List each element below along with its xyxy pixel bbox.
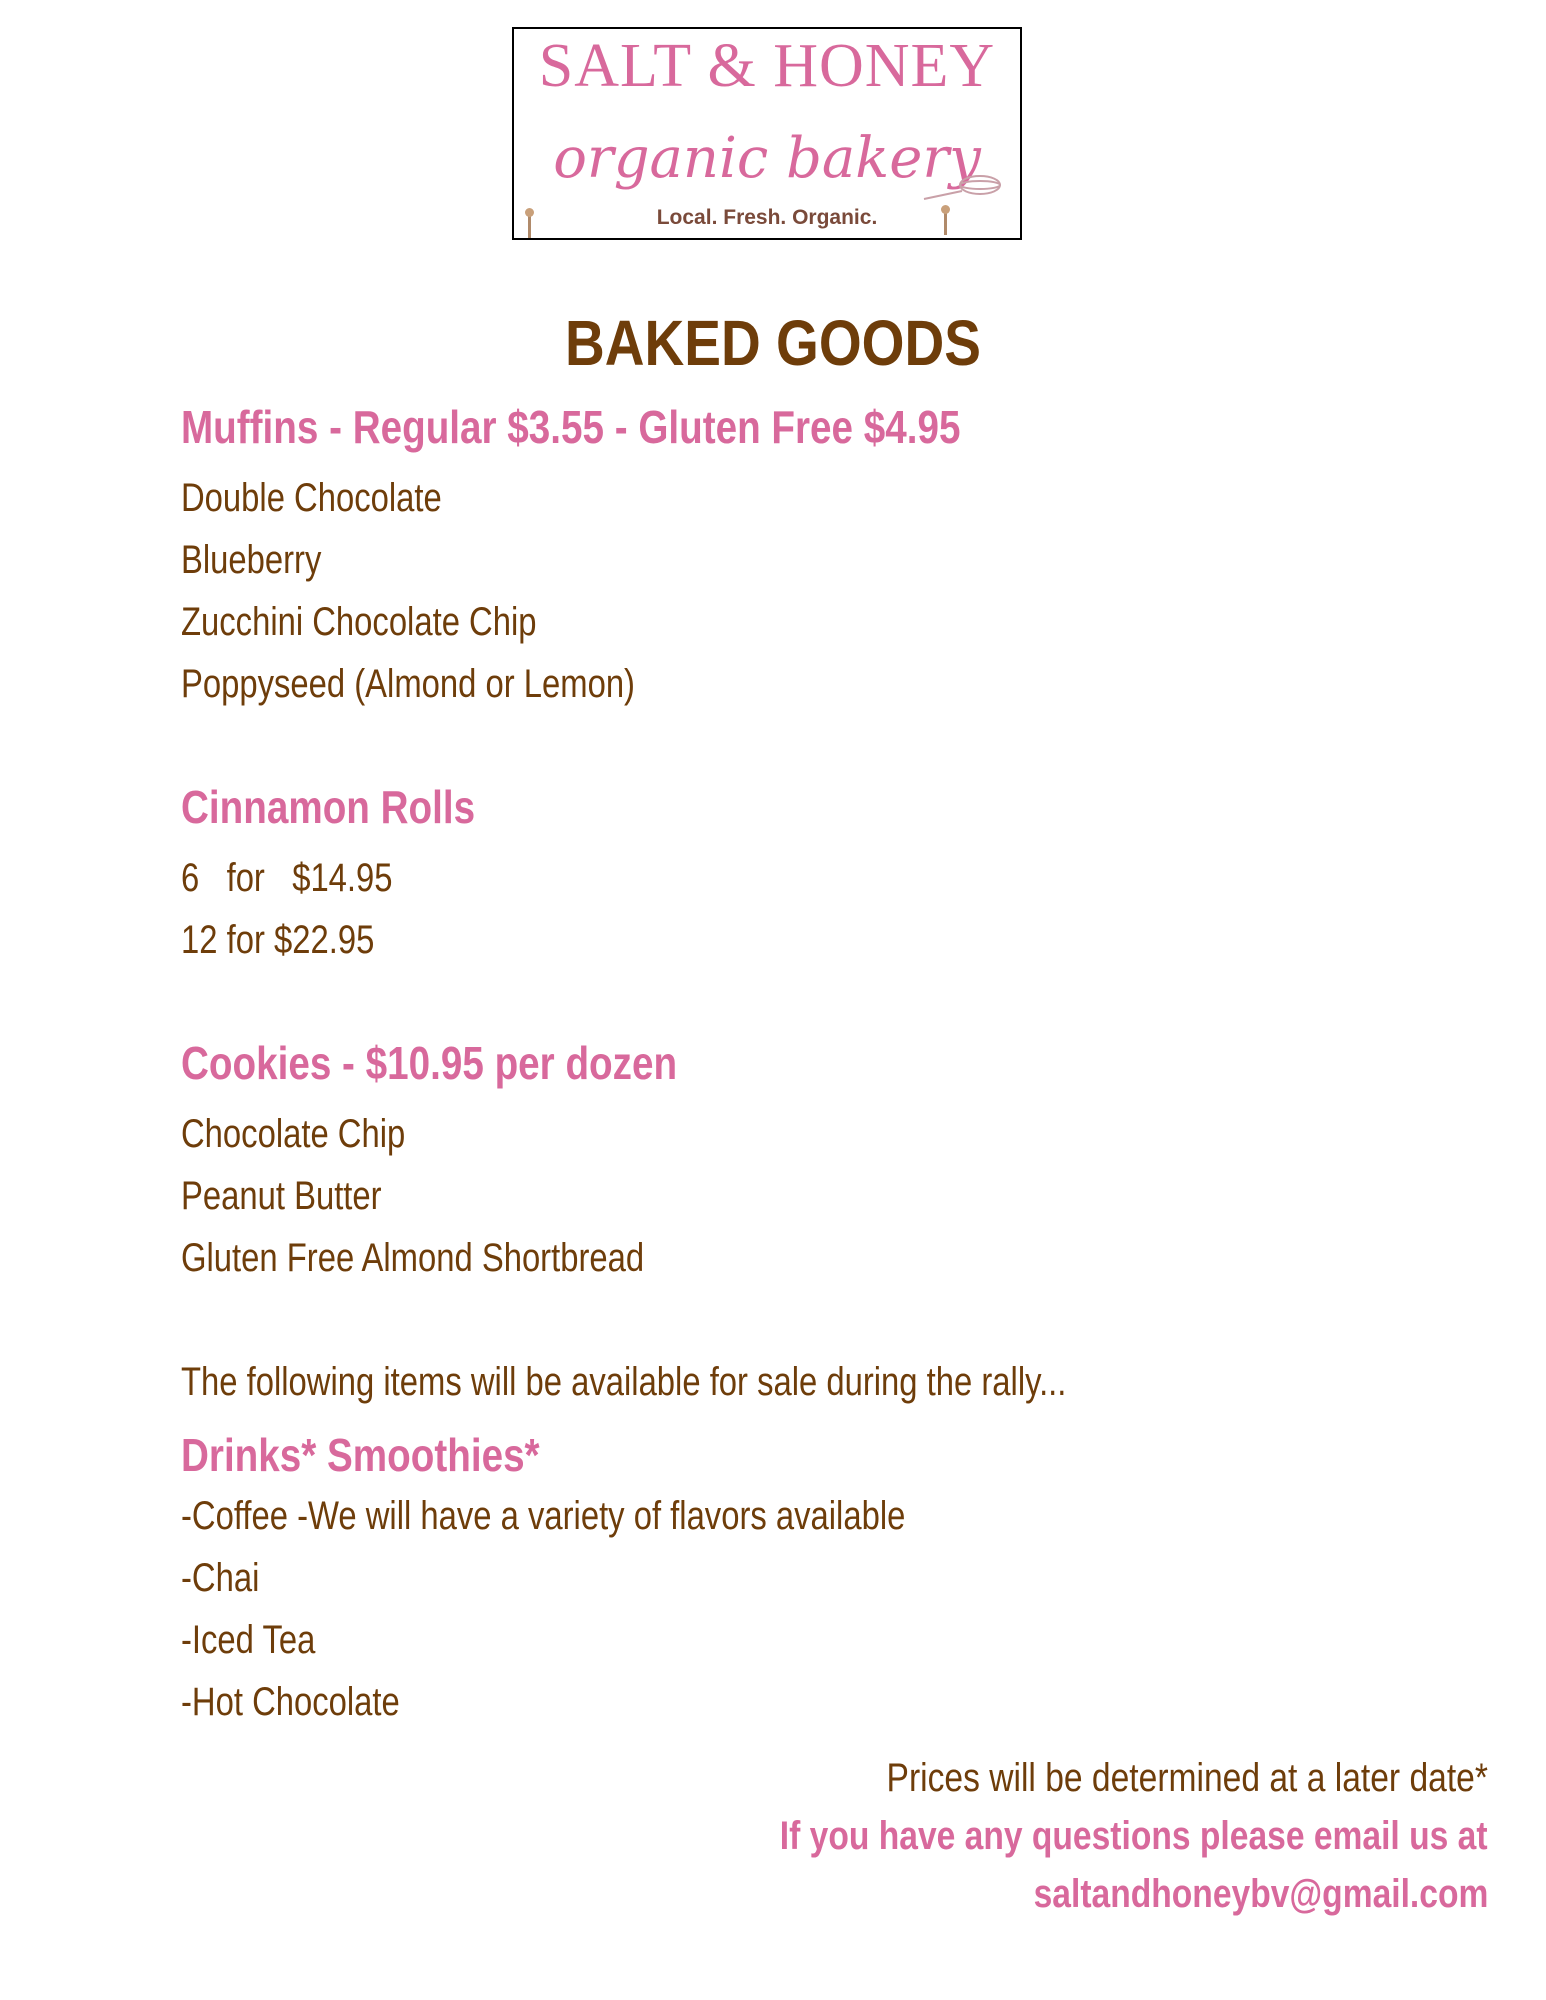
pin-icon bbox=[944, 211, 947, 235]
page-title: BAKED GOODS bbox=[565, 307, 981, 379]
list-item: -Coffee -We will have a variety of flavors available bbox=[181, 1494, 906, 1538]
logo-subtitle: organic bakery bbox=[553, 126, 981, 191]
rally-note: The following items will be available for sale during the rally... bbox=[181, 1360, 1067, 1404]
list-item: Peanut Butter bbox=[181, 1174, 382, 1218]
list-item: 6 for $14.95 bbox=[181, 856, 393, 900]
list-item: -Hot Chocolate bbox=[181, 1680, 400, 1724]
prices-note: Prices will be determined at a later date* bbox=[886, 1756, 1488, 1800]
list-item: Gluten Free Almond Shortbread bbox=[181, 1236, 645, 1280]
whisk-icon bbox=[922, 169, 1002, 209]
drinks-heading: Drinks* Smoothies* bbox=[181, 1429, 540, 1481]
logo-tagline: Local. Fresh. Organic. bbox=[656, 206, 878, 229]
muffins-heading: Muffins - Regular $3.55 - Gluten Free $4.95 bbox=[181, 401, 961, 453]
logo-brand-name: SALT & HONEY bbox=[538, 32, 996, 100]
cinnamon-rolls-heading: Cinnamon Rolls bbox=[181, 781, 476, 833]
list-item: -Chai bbox=[181, 1556, 260, 1600]
cookies-heading: Cookies - $10.95 per dozen bbox=[181, 1037, 678, 1089]
list-item: Blueberry bbox=[181, 538, 322, 582]
questions-note: If you have any questions please email us at bbox=[780, 1814, 1488, 1858]
list-item: 12 for $22.95 bbox=[181, 918, 375, 962]
list-item: Double Chocolate bbox=[181, 476, 442, 520]
bakery-logo bbox=[512, 27, 1022, 240]
contact-email[interactable]: saltandhoneybv@gmail.com bbox=[1033, 1872, 1488, 1916]
list-item: Poppyseed (Almond or Lemon) bbox=[181, 662, 635, 706]
list-item: Chocolate Chip bbox=[181, 1112, 406, 1156]
pin-icon bbox=[528, 214, 531, 238]
list-item: Zucchini Chocolate Chip bbox=[181, 600, 537, 644]
list-item: -Iced Tea bbox=[181, 1618, 316, 1662]
